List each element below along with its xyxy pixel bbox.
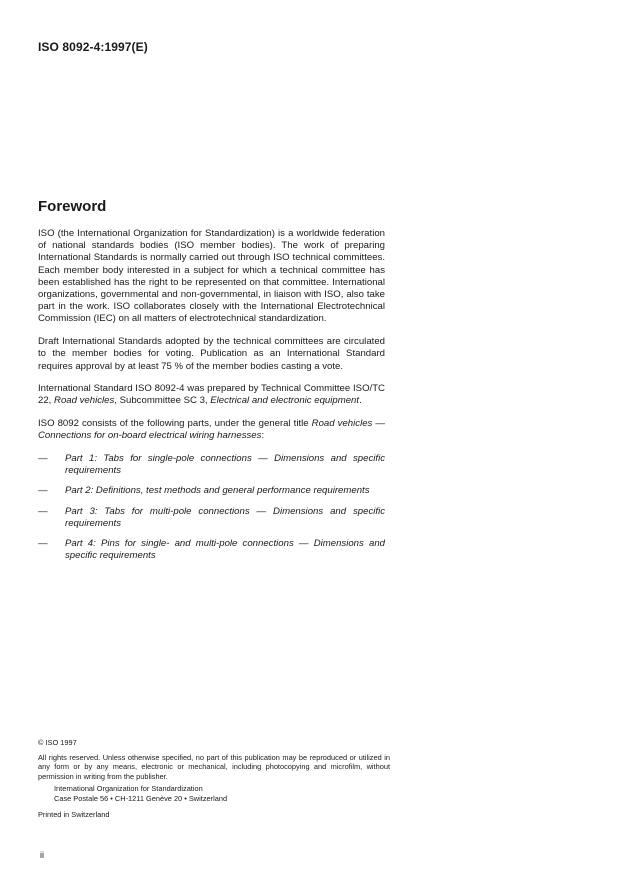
publisher-address: Case Postale 56 • CH-1211 Genève 20 • Switzerland bbox=[54, 793, 228, 803]
copyright-block bbox=[38, 738, 390, 819]
parts-intro-text-1: ISO 8092 consists of the following parts, under the general title bbox=[38, 418, 312, 430]
paragraph-iso-intro: ISO (the International Organization for Standardization) is a worldwide federation of national standards bodies (ISO member bodies). The work of preparing International Standards is normally carried out through ISO technical committees. Each member body interested in a subject for which a technical committee has been established has the right to be represented on that committee. International organizations, governmental and non-governmental, in liaison with ISO, also take part in the work. ISO collaborates closely with the International Electrotechnical Commission (IEC) on all matters of electrotechnical standardization. bbox=[38, 228, 385, 325]
parts-list-item bbox=[38, 538, 385, 562]
prepared-by-text-2: , Subcommittee SC 3, bbox=[114, 395, 211, 407]
foreword-body bbox=[38, 228, 385, 570]
rights-statement: All rights reserved. Unless otherwise specified, no part of this publication may be reproduced or utilized in any form or by any means, electronic or mechanical, including photocopying and microfilm, without permission in writing from the publisher. bbox=[38, 752, 390, 781]
part-4-title: Part 4: Pins for single- and multi-pole connections — Dimensions and specific requirements bbox=[65, 538, 385, 562]
publisher-name: International Organization for Standardization bbox=[54, 784, 203, 794]
foreword-heading: Foreword bbox=[38, 198, 107, 215]
printed-in: Printed in Switzerland bbox=[38, 809, 110, 819]
parts-list-item bbox=[38, 453, 385, 477]
prepared-by-text-1: International Standard ISO 8092-4 was prepared by Technical Committee ISO/TC 22, bbox=[38, 383, 385, 407]
document-identifier: ISO 8092-4:1997(E) bbox=[38, 40, 148, 54]
parts-list bbox=[38, 453, 385, 562]
prepared-by-text-3: . bbox=[359, 395, 362, 407]
paragraph-draft-standards: Draft International Standards adopted by the technical committees are circulated to the member bodies for voting. Publication as an International Standard requires approval by at least 75 % of the member bodies casting a vote. bbox=[38, 336, 385, 372]
paragraph-prepared-by bbox=[38, 383, 385, 407]
part-1-title: Part 1: Tabs for single-pole connections — Dimensions and specific requirements bbox=[65, 453, 385, 477]
part-3-title: Part 3: Tabs for multi-pole connections — Dimensions and specific requirements bbox=[65, 505, 385, 529]
parts-list-item bbox=[38, 485, 385, 497]
paragraph-parts-intro bbox=[38, 418, 385, 442]
parts-list-item bbox=[38, 506, 385, 530]
list-dash: — bbox=[38, 538, 48, 550]
part-2-title: Part 2: Definitions, test methods and general performance requirements bbox=[65, 485, 370, 497]
parts-intro-general-title: Road vehicles — Connections for on-board electrical wiring harnesses bbox=[38, 418, 385, 442]
list-dash: — bbox=[38, 453, 48, 465]
prepared-by-emph-road-vehicles: Road vehicles bbox=[54, 395, 115, 407]
list-dash: — bbox=[38, 485, 48, 497]
list-dash: — bbox=[38, 505, 48, 517]
page-number: ii bbox=[40, 850, 44, 860]
parts-intro-text-2: : bbox=[261, 430, 265, 442]
copyright-notice: © ISO 1997 bbox=[38, 738, 77, 747]
prepared-by-emph-equipment: Electrical and electronic equipment bbox=[210, 395, 360, 407]
